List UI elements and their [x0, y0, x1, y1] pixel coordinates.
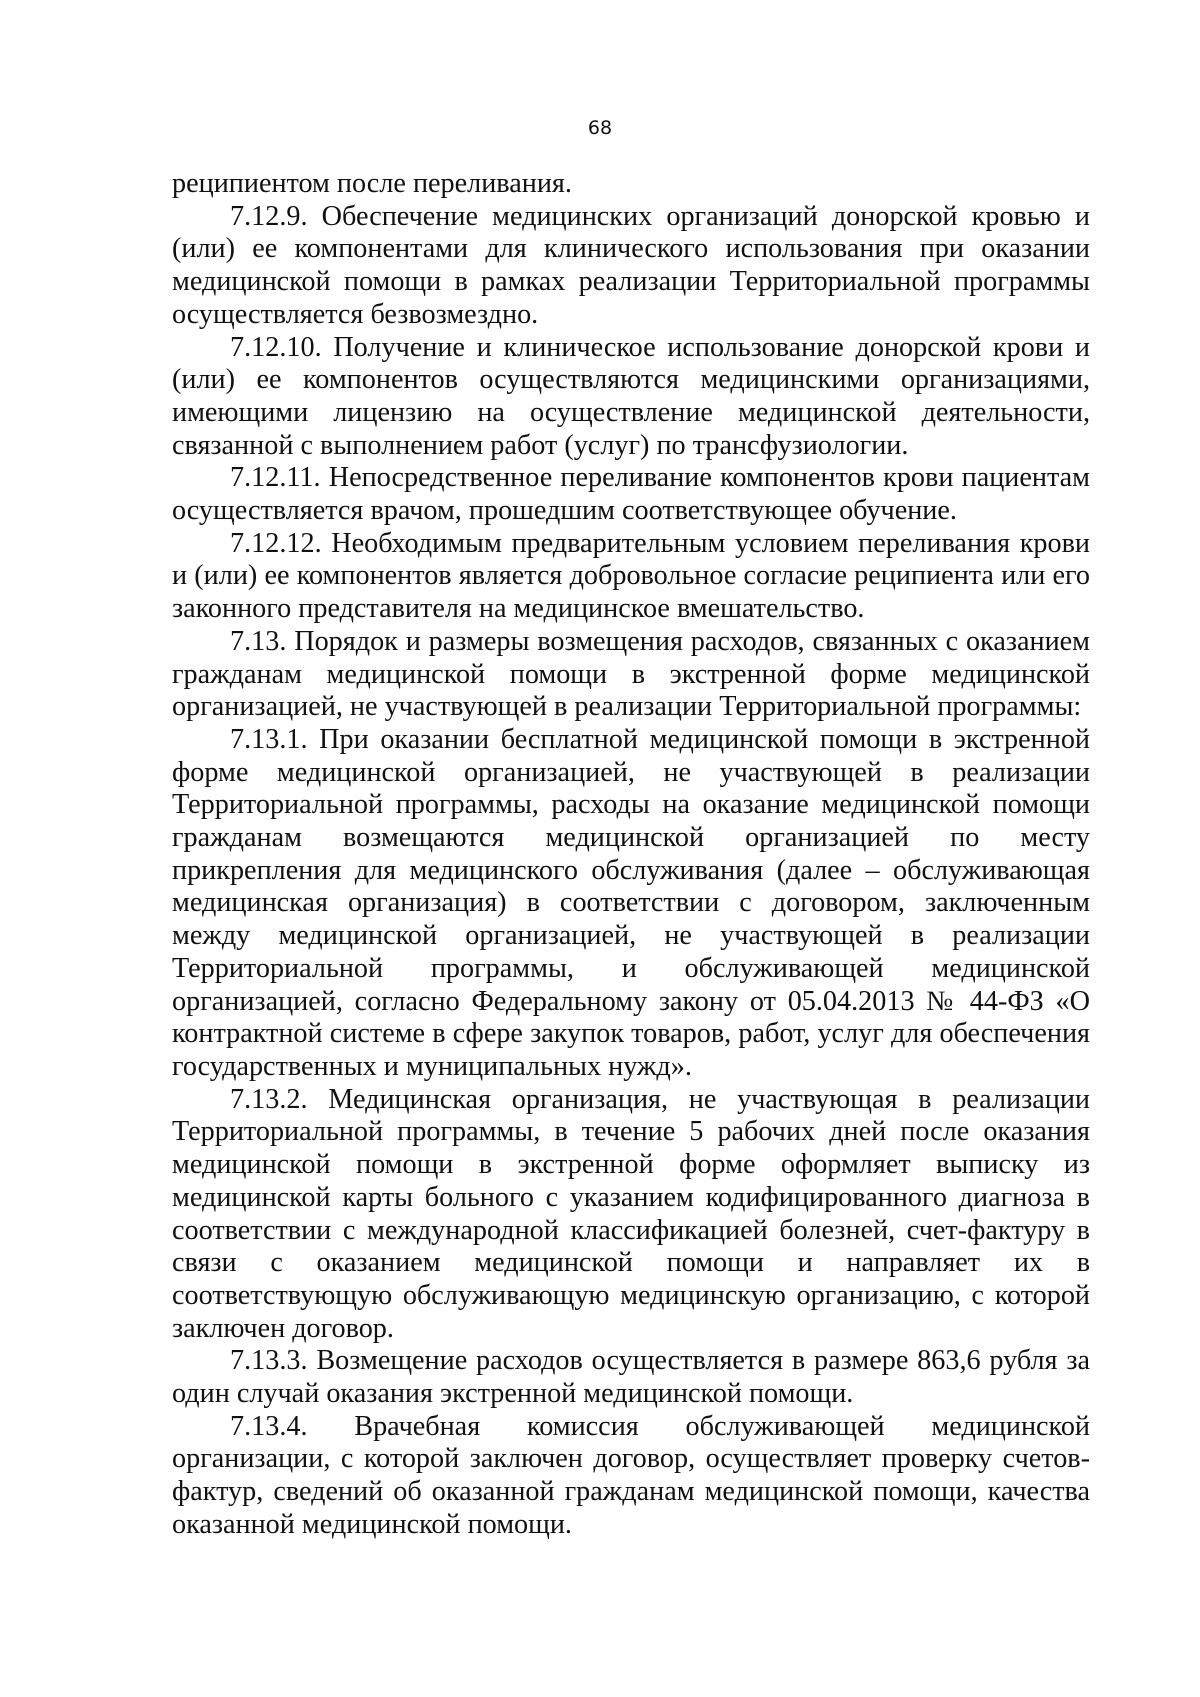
- document-body: [172, 168, 1090, 1542]
- paragraph-7-13-3: 7.13.3. Возмещение расходов осуществляется в размере 863,6 рубля за один случай оказания экстренной медицинской помощи.: [172, 1345, 1090, 1410]
- paragraph-7-13: 7.13. Порядок и размеры возмещения расходов, связанных с оказанием гражданам медицинской помощи в экстренной форме медицинской организацией, не участвующей в реализации Территориальной программы:: [172, 625, 1090, 723]
- paragraph-7-12-9: 7.12.9. Обеспечение медицинских организаций донорской кровью и (или) ее компонентами для клинического использования при оказании медицинской помощи в рамках реализации Территориальной программы осуществляется безвозмездно.: [172, 200, 1090, 330]
- paragraph-7-12-12: 7.12.12. Необходимым предварительным условием переливания крови и (или) ее компонентов является добровольное согласие реципиента или его законного представителя на медицинское вмешательство.: [172, 527, 1090, 625]
- paragraph-7-13-1: 7.13.1. При оказании бесплатной медицинской помощи в экстренной форме медицинской организацией, не участвующей в реализации Территориальной программы, расходы на оказание медицинской помощи гражданам возмещаются медицинской организацией по месту прикрепления для медицинского обслуживания (далее – обслуживающая медицинская организация) в соответствии с договором, заключенным между медицинской организацией, не участвующей в реализации Территориальной программы, и обслуживающей медицинской организацией, согласно Федеральному закону от 05.04.2013 № 44-ФЗ «О контрактной системе в сфере закупок товаров, работ, услуг для обеспечения государственных и муниципальных нужд».: [172, 723, 1090, 1082]
- paragraph-7-12-10: 7.12.10. Получение и клиническое использование донорской крови и (или) ее компонентов осуществляются медицинскими организациями, имеющими лицензию на осуществление медицинской деятельности, связанной с выполнением работ (услуг) по трансфузиологии.: [172, 331, 1090, 461]
- paragraph-7-13-2: 7.13.2. Медицинская организация, не участвующая в реализации Территориальной программы, в течение 5 рабочих дней после оказания медицинской помощи в экстренной форме оформляет выписку из медицинской карты больного с указанием кодифицированного диагноза в соответствии с международной классификацией болезней, счет-фактуру в связи с оказанием медицинской помощи и направляет их в соответствующую обслуживающую медицинскую организацию, с которой заключен договор.: [172, 1083, 1090, 1344]
- paragraph-7-13-4: 7.13.4. Врачебная комиссия обслуживающей медицинской организации, с которой заключен договор, осуществляет проверку счетов-фактур, сведений об оказанной гражданам медицинской помощи, качества оказанной медицинской помощи.: [172, 1410, 1090, 1540]
- paragraph-continuation: реципиентом после переливания.: [172, 168, 572, 199]
- paragraph-7-12-11: 7.12.11. Непосредственное переливание компонентов крови пациентам осуществляется врачом, прошедшим соответствующее обучение.: [172, 462, 1090, 527]
- page-number: 68: [587, 117, 613, 139]
